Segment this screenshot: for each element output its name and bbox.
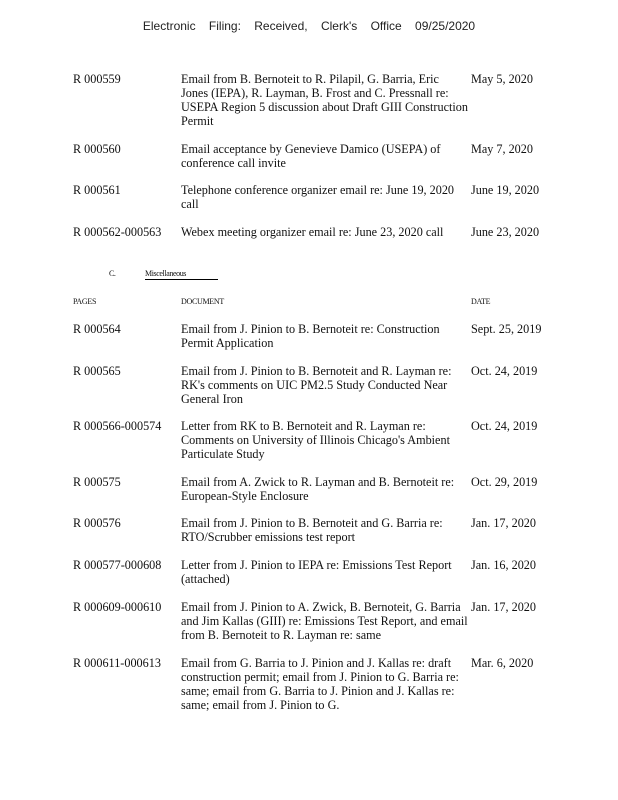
document-date: Jan. 17, 2020 [471, 516, 536, 530]
document-description: Email from J. Pinion to B. Bernoteit and G. Barria re: RTO/Scrubber emissions test report [181, 516, 443, 544]
page-range: R 000560 [73, 142, 121, 156]
document-description: Email from J. Pinion to B. Bernoteit and R. Layman re: RK's comments on UIC PM2.5 Study Conducted Near General Iron [181, 364, 452, 406]
page-range: R 000559 [73, 72, 121, 86]
document-date: Sept. 25, 2019 [471, 322, 542, 336]
document-date: May 7, 2020 [471, 142, 533, 156]
page-range: R 000611-000613 [73, 656, 161, 670]
document-description: Webex meeting organizer email re: June 23, 2020 call [181, 225, 444, 239]
column-header-pages: PAGES [73, 297, 97, 306]
page-range: R 000609-000610 [73, 600, 162, 614]
document-date: Oct. 24, 2019 [471, 364, 538, 378]
document-date: Oct. 29, 2019 [471, 475, 538, 489]
document-description: Email from G. Barria to J. Pinion and J. Kallas re: draft construction permit; email from J. Pinion to G. Barria re: same; email from G. Barria to J. Pinion and J. Kallas re: same; email from J. Pinion to G. [181, 656, 459, 712]
document-description: Email from J. Pinion to A. Zwick, B. Bernoteit, G. Barria and Jim Kallas (GIII) re: Emissions Test Report, and email from B. Bernoteit to R. Layman re: same [181, 600, 468, 642]
section-title: Miscellaneous [145, 269, 218, 280]
document-date: Jan. 17, 2020 [471, 600, 536, 614]
document-description: Letter from RK to B. Bernoteit and R. Layman re: Comments on University of Illinois Chicago's Ambient Particulate Study [181, 419, 450, 461]
column-header-date: DATE [471, 297, 491, 306]
page-range: R 000565 [73, 364, 121, 378]
document-description: Email from J. Pinion to B. Bernoteit re: Construction Permit Application [181, 322, 440, 350]
document-description: Email from B. Bernoteit to R. Pilapil, G. Barria, Eric Jones (IEPA), R. Layman, B. Frost and C. Pressnall re: USEPA Region 5 discussion about Draft GIII Construction Permit [181, 72, 468, 128]
document-date: Jan. 16, 2020 [471, 558, 536, 572]
page-range: R 000576 [73, 516, 121, 530]
document-description: Email from A. Zwick to R. Layman and B. Bernoteit re: European-Style Enclosure [181, 475, 455, 503]
column-header-document: DOCUMENT [181, 297, 224, 306]
page-range: R 000562-000563 [73, 225, 162, 239]
filing-stamp-header: Electronic Filing: Received, Clerk's Office 09/25/2020 [142, 19, 476, 33]
document-description: Letter from J. Pinion to IEPA re: Emissions Test Report (attached) [181, 558, 452, 586]
page-range: R 000566-000574 [73, 419, 162, 433]
document-description: Email acceptance by Genevieve Damico (USEPA) of conference call invite [181, 142, 441, 170]
page-range: R 000561 [73, 183, 121, 197]
document-date: May 5, 2020 [471, 72, 533, 86]
page-range: R 000575 [73, 475, 121, 489]
document-date: Mar. 6, 2020 [471, 656, 534, 670]
section-letter: C. [109, 269, 116, 278]
page-range: R 000564 [73, 322, 121, 336]
document-date: June 19, 2020 [471, 183, 540, 197]
document-date: June 23, 2020 [471, 225, 540, 239]
document-date: Oct. 24, 2019 [471, 419, 538, 433]
page-range: R 000577-000608 [73, 558, 162, 572]
document-description: Telephone conference organizer email re: June 19, 2020 call [181, 183, 455, 211]
